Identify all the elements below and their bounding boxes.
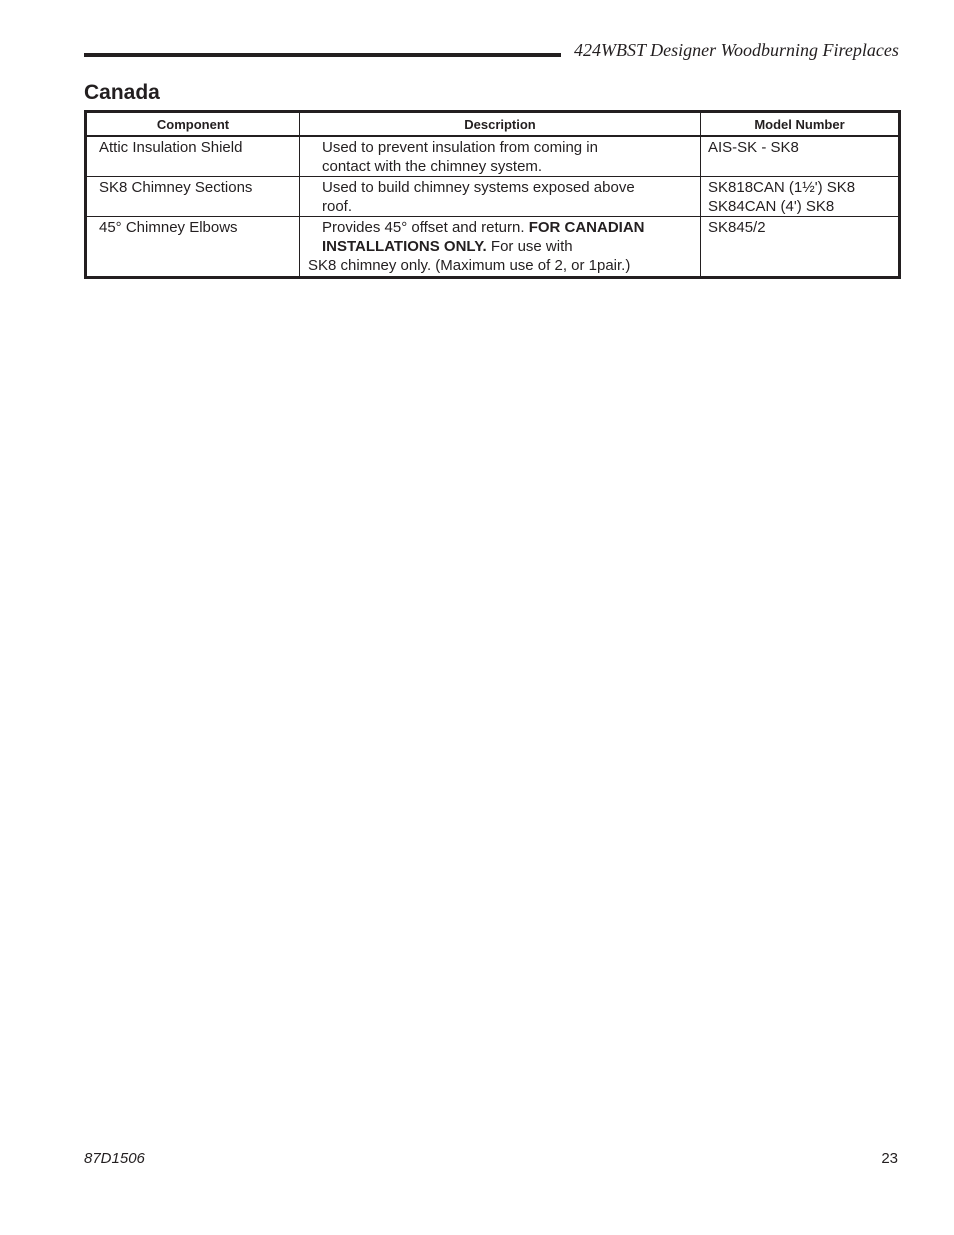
description-cell (300, 177, 701, 217)
model-number-cell (701, 136, 900, 177)
description-text: Provides 45° offset and return. (322, 219, 529, 236)
description-line (322, 237, 700, 256)
description-emphasis: INSTALLATIONS ONLY. (322, 238, 487, 255)
component-cell: 45° Chimney Elbows (86, 217, 300, 278)
description-line: SK8 chimney only. (Maximum use of 2, or 1pair.) (308, 257, 631, 274)
column-header-model-number: Model Number (701, 112, 900, 137)
description-text: For use with (486, 238, 573, 255)
description-line: Used to build chimney systems exposed above (322, 179, 635, 196)
model-number-cell (701, 177, 900, 217)
table-header-row (86, 112, 900, 137)
model-number: SK818CAN (1½') SK8 (708, 179, 856, 196)
component-cell: Attic Insulation Shield (86, 136, 300, 177)
model-number-cell (701, 217, 900, 278)
section-title: Canada (84, 81, 160, 104)
table-row (86, 136, 900, 177)
column-header-component: Component (86, 112, 300, 137)
model-number: SK845/2 (708, 219, 766, 236)
description-line: roof. (322, 198, 353, 215)
description-line (322, 218, 700, 237)
table-row (86, 217, 900, 278)
description-emphasis: FOR CANADIAN (528, 219, 645, 236)
components-table (84, 110, 901, 279)
model-number: SK84CAN (4') SK8 (708, 198, 835, 215)
description-cell (300, 217, 701, 278)
header-rule (84, 53, 561, 57)
model-number: AIS-SK - SK8 (708, 139, 799, 156)
description-cell (300, 136, 701, 177)
description-line: Used to prevent insulation from coming in (322, 139, 598, 156)
header-title: 424WBST Designer Woodburning Fireplaces (574, 40, 899, 60)
footer-document-number: 87D1506 (84, 1150, 145, 1167)
description-line: contact with the chimney system. (322, 158, 543, 175)
table-row (86, 177, 900, 217)
column-header-description: Description (300, 112, 701, 137)
footer-page-number: 23 (881, 1150, 898, 1167)
component-cell: SK8 Chimney Sections (86, 177, 300, 217)
